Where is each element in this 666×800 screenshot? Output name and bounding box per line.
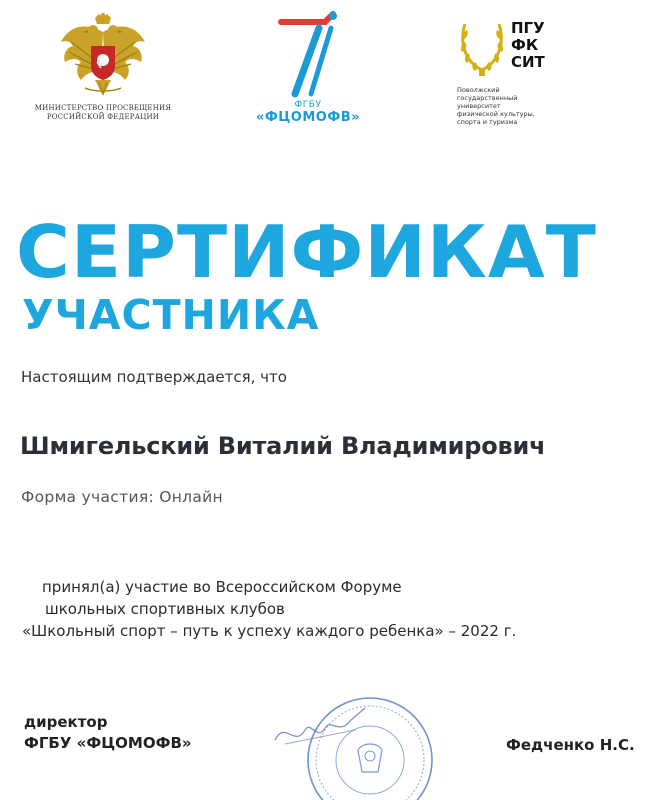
person-name: Шмигельский Виталий Владимирович (20, 432, 546, 460)
signatory-role-line1: директор (24, 713, 108, 731)
statement-line3: «Школьный спорт – путь к успеху каждого ребенка» – 2022 г. (22, 622, 517, 640)
fcomofv-name: «ФЦОМОФВ» (255, 110, 361, 125)
confirm-text: Настоящим подтверждается, что (21, 368, 287, 386)
pgufk-caption-line2: государственный (457, 94, 518, 102)
certificate-subtitle: УЧАСТНИКА (22, 291, 320, 339)
pgufk-caption-line5: спорта и туризма (457, 118, 518, 126)
pgufk-letters-line3: СИТ (511, 53, 545, 71)
pgufk-caption-line4: физической культуры, (457, 110, 535, 118)
statement-line2: школьных спортивных клубов (45, 600, 285, 618)
ministry-caption-line1: МИНИСТЕРСТВО ПРОСВЕЩЕНИЯ (34, 104, 172, 112)
ministry-logo (28, 12, 178, 122)
participation-form: Форма участия: Онлайн (21, 488, 223, 506)
signatory-role (24, 712, 192, 754)
participation-statement (22, 576, 662, 642)
ministry-caption-line2: РОССИЙСКОЙ ФЕДЕРАЦИИ (46, 113, 160, 121)
pgufk-caption-line1: Поволжский (457, 86, 500, 94)
certificate-title: СЕРТИФИКАТ (16, 210, 597, 294)
pgufk-letters (511, 20, 545, 71)
pgufk-caption-line3: университет (457, 102, 501, 110)
handwritten-signature-icon (265, 700, 385, 760)
pgufk-letters-line1: ПГУ (511, 19, 545, 37)
fcomofv-logo (238, 10, 378, 125)
pgufk-letters-line2: ФК (511, 36, 539, 54)
fcomofv-small-label: ФГБУ (294, 100, 322, 110)
laurel-wreath-logo-icon (455, 18, 509, 80)
pgufk-caption (457, 86, 587, 126)
signatory-role-line2: ФГБУ «ФЦОМОФВ» (24, 734, 192, 752)
stylized-7-logo-icon (273, 10, 343, 98)
statement-line1: принял(а) участие во Всероссийском Форуме (42, 578, 402, 596)
double-headed-eagle-emblem-icon (55, 12, 151, 102)
signatory-name: Федченко Н.С. (506, 736, 635, 754)
